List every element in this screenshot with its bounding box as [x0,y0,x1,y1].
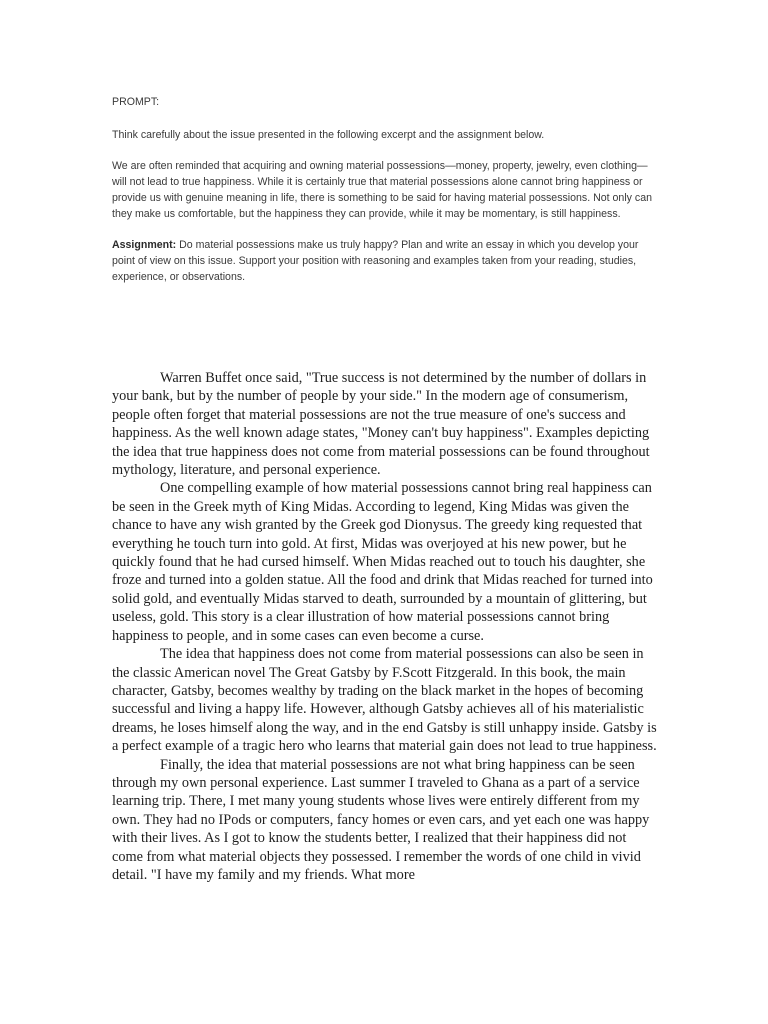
prompt-instruction: Think carefully about the issue presented in the following excerpt and the assignment below. [112,129,545,141]
assignment-label: Assignment: [112,239,177,251]
assignment-text: Do material possessions make us truly happy? Plan and write an essay in which you develop your point of view on this issue. Support your position with reasoning and examples taken from your reading, studies, experience, or observations. [112,239,639,283]
essay-paragraph-midas: One compelling example of how material possessions cannot bring real happiness can be seen in the Greek myth of King Midas. According to legend, King Midas was given the chance to have any wish granted by the Greek god Dionysus. The greedy king requested that everything he touch turn into gold. At first, Midas was overjoyed at his new power, but he quickly found that he had cursed himself. When Midas reached out to touch his daughter, she froze and turned into a golden statue. All the food and drink that Midas reached for turned into solid gold, and eventually Midas starved to death, surrounded by a mountain of glittering, but useless, gold. This story is a clear illustration of how material possessions cannot bring happiness to people, and in some cases can even become a curse. [112,480,653,644]
essay-paragraph-gatsby: The idea that happiness does not come from material possessions can also be seen in the classic American novel The Great Gatsby by F.Scott Fitzgerald. In this book, the main character, Gatsby, becomes wealthy by trading on the black market in the hopes of becoming successful and living a happy life. However, although Gatsby achieves all of his materialistic dreams, he loses himself along the way, and in the end Gatsby is still unhappy inside. Gatsby is a perfect example of a tragic hero who learns that material gain does not lead to true happiness. [112,646,657,755]
prompt-heading: PROMPT: [112,96,160,108]
essay-paragraph-ghana: Finally, the idea that material possessions are not what bring happiness can be seen through my own personal experience. Last summer I traveled to Ghana as a part of a service learning trip. There, I met many young students whose lives were entirely different from my own. They had no IPods or computers, fancy homes or even cars, and yet each one was happy with their lives. As I got to know the students better, I realized that their happiness did not come from what material objects they possessed. I remember the words of one child in vivid detail. "I have my family and my friends. What more [112,756,650,883]
essay-paragraph-intro: Warren Buffet once said, "True success is not determined by the number of dollars in your bank, but by the number of people by your side." In the modern age of consumerism, people often forget that material possessions are not the true measure of one's success and happiness. As the well known adage states, "Money can't buy happiness". Examples depicting the idea that true happiness does not come from material possessions can be found throughout mythology, literature, and personal experience. [112,370,650,479]
prompt-section [112,94,660,285]
essay-body [112,369,658,884]
prompt-excerpt: We are often reminded that acquiring and owning material possessions—money, property, jewelry, even clothing—will not lead to true happiness. While it is certainly true that material possessions alone cannot bring happiness or provide us with genuine meaning in life, there is something to be said for having material possessions. Not only can they make us comfortable, but the happiness they can provide, while it may be momentary, is still happiness. [112,160,652,220]
assignment-paragraph [112,237,660,285]
